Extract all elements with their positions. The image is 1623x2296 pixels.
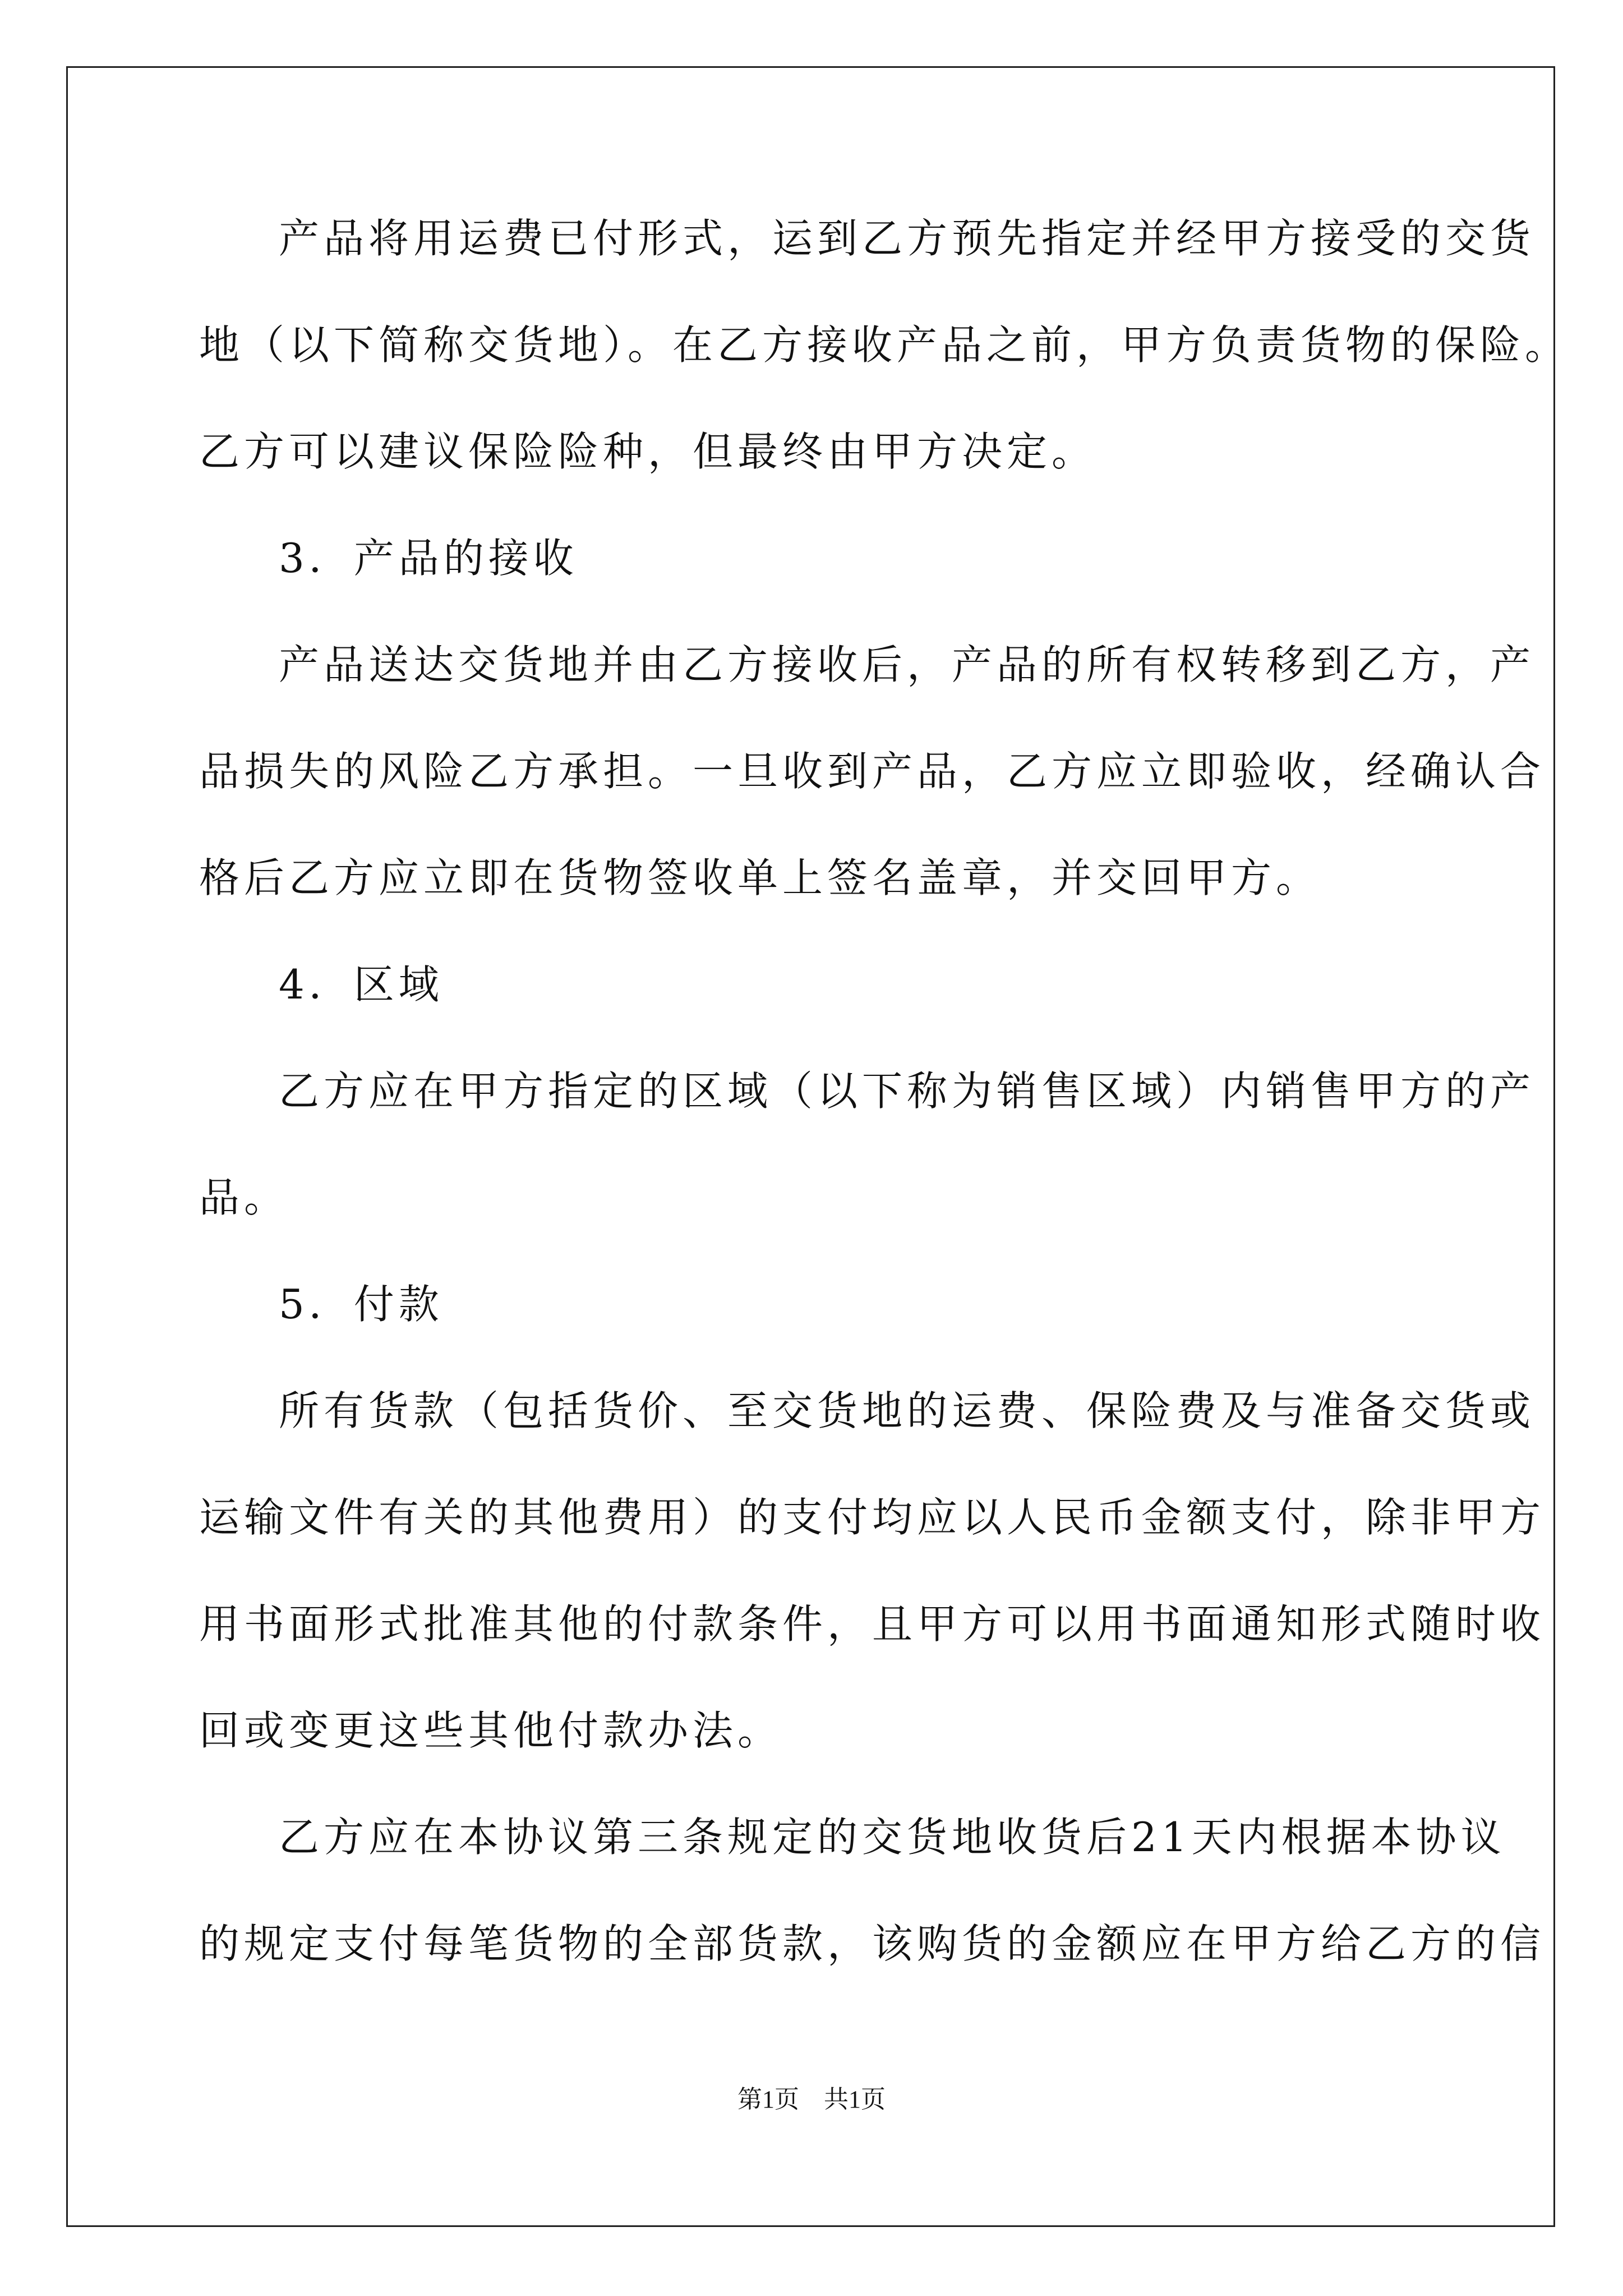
paragraph-line: 用书面形式批准其他的付款条件，且甲方可以用书面通知形式随时收 [199, 1600, 1546, 1648]
section-heading: 3．产品的接收 [279, 535, 578, 582]
paragraph-line: 品损失的风险乙方承担。一旦收到产品，乙方应立即验收，经确认合 [199, 748, 1546, 795]
section-heading: 5．付款 [279, 1281, 444, 1328]
paragraph-line: 产品将用运费已付形式，运到乙方预先指定并经甲方接受的交货 [279, 215, 1536, 262]
paragraph-line: 乙方可以建议保险险种，但最终由甲方决定。 [199, 428, 1097, 475]
paragraph-line: 乙方应在本协议第三条规定的交货地收货后21天内根据本协议 [279, 1814, 1506, 1861]
paragraph-line: 回或变更这些其他付款办法。 [199, 1707, 783, 1754]
paragraph-line: 所有货款（包括货价、至交货地的运费、保险费及与准备交货或 [279, 1387, 1536, 1434]
paragraph-line: 产品送达交货地并由乙方接收后，产品的所有权转移到乙方，产 [279, 641, 1536, 688]
page-border [66, 66, 1555, 2227]
paragraph-line: 的规定支付每笔货物的全部货款，该购货的金额应在甲方给乙方的信 [199, 1920, 1546, 1967]
paragraph-line: 乙方应在甲方指定的区域（以下称为销售区域）内销售甲方的产 [279, 1068, 1536, 1115]
paragraph-line: 地（以下简称交货地）。在乙方接收产品之前，甲方负责货物的保险。 [199, 321, 1570, 369]
page-number-footer: 第1页 共1页 [737, 2086, 886, 2113]
paragraph-line: 格后乙方应立即在货物签收单上签名盖章，并交回甲方。 [199, 854, 1321, 901]
section-heading: 4．区域 [279, 961, 444, 1008]
paragraph-line: 运输文件有关的其他费用）的支付均应以人民币金额支付，除非甲方 [199, 1494, 1546, 1541]
paragraph-line: 品。 [199, 1174, 289, 1221]
